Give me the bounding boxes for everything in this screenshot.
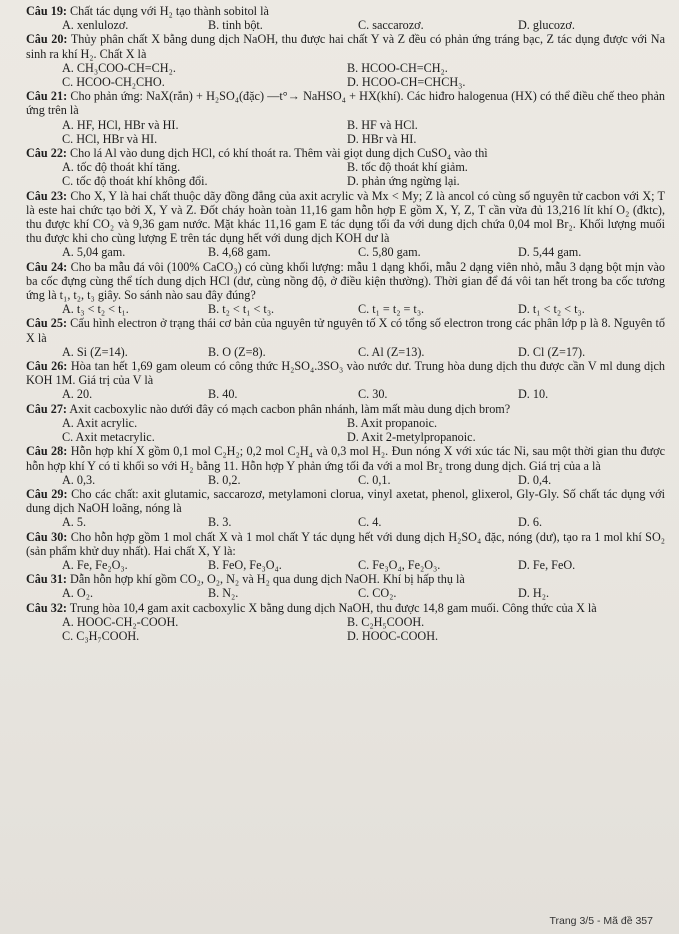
answer-option: B. t₂ < t₁ < t₃. bbox=[208, 302, 275, 317]
answer-option: B. C₂H₅COOH. bbox=[347, 614, 425, 629]
answer-option: C. 0,1. bbox=[358, 472, 391, 487]
answer-option: D. Axit 2-metylpropanoic. bbox=[347, 430, 476, 445]
answer-option: A. Si (Z=14). bbox=[62, 344, 128, 359]
question-stem bbox=[26, 146, 665, 160]
answer-option: D. 5,44 gam. bbox=[518, 245, 582, 260]
question-stem bbox=[26, 487, 665, 515]
question-number: Câu 23: bbox=[26, 188, 68, 203]
question-text: Thủy phân chất X bằng dung dịch NaOH, thu được hai chất Y và Z đều có phản ứng tráng bạc, Z tác dụng được với Na sinh ra khí H₂. Chất X là bbox=[26, 32, 666, 61]
question-text: Cho X, Y là hai chất thuộc dãy đồng đẳng của axit acrylic và Mx < My; Z là ancol có cùng số nguyên tử cacbon với X; T là este hai chức tạo bởi X, Y và Z. Đốt cháy hoàn toàn 11,16 gam hỗn hợp E gồm X, Y, Z, T cần vừa đủ 13,216 lít khí O₂ (đktc), thu được khí CO₂ và 9,36 gam nước. Mặt khác 11,16 gam E tác dụng tối đa với dung dịch chứa 0,04 mol Br₂. Khối lượng muối thu được khi cho cùng lượng E trên tác dụng hết với dung dịch KOH dư là bbox=[26, 188, 665, 246]
question-stem bbox=[26, 32, 665, 60]
question-list bbox=[26, 4, 665, 643]
answer-option: B. tốc độ thoát khí giảm. bbox=[347, 160, 468, 175]
answer-option: C. Axit metacrylic. bbox=[62, 430, 155, 445]
question-stem bbox=[26, 316, 665, 344]
answer-option: C. Al (Z=13). bbox=[358, 344, 425, 359]
answer-option: B. 4,68 gam. bbox=[208, 245, 271, 260]
question-text: Cho ba mẫu đá vôi (100% CaCO₃) có cùng khối lượng: mẫu 1 dạng khối, mẫu 2 dạng viên nhỏ, mẫu 3 dạng bột mịn vào ba cốc đựng cùng thể tích dung dịch HCl (dư, cùng nồng độ, ở điều kiện thường). Thời gian để đá vôi tan hết trong ba cốc tương ứng là t₁, t₂, t₃ giây. So sánh nào sau đây đúng? bbox=[26, 259, 666, 303]
question-number: Câu 25: bbox=[26, 316, 68, 331]
question-stem bbox=[26, 189, 665, 246]
answer-options bbox=[62, 18, 665, 32]
answer-option: A. 20. bbox=[62, 387, 93, 402]
answer-option: D. Fe, FeO. bbox=[518, 557, 576, 572]
answer-option: B. O (Z=8). bbox=[208, 344, 266, 359]
question-number: Câu 30: bbox=[26, 529, 68, 544]
question-stem bbox=[26, 402, 665, 416]
question-text: Hỗn hợp khí X gồm 0,1 mol C₂H₂; 0,2 mol C₂H₄ và 0,3 mol H₂. Đun nóng X với xúc tác Ni, sau một thời gian thu được hỗn hợp khí Y có tỉ khối so với H₂ bằng 11. Hỗn hợp Y phản ứng tối đa với a mol Br₂ trong dung dịch. Giá trị của a là bbox=[26, 444, 666, 473]
answer-options bbox=[62, 558, 665, 572]
answer-options bbox=[62, 61, 665, 89]
answer-options bbox=[62, 387, 665, 401]
question bbox=[26, 260, 665, 317]
question bbox=[26, 530, 665, 573]
answer-option: C. Fe₃O₄, Fe₂O₃. bbox=[358, 557, 441, 572]
answer-option: B. 3. bbox=[208, 515, 232, 530]
answer-options bbox=[62, 615, 665, 643]
answer-options bbox=[62, 118, 665, 146]
answer-option: A. HOOC-CH₂-COOH. bbox=[62, 614, 179, 629]
question-number: Câu 27: bbox=[26, 401, 67, 416]
answer-option: B. HF và HCl. bbox=[347, 117, 418, 132]
answer-option: A. CH₃COO-CH=CH₂. bbox=[62, 60, 176, 75]
answer-option: D. glucozơ. bbox=[518, 18, 575, 33]
answer-options bbox=[62, 586, 665, 600]
answer-option: D. 6. bbox=[518, 515, 543, 530]
answer-options bbox=[62, 473, 665, 487]
answer-option: D. Cl (Z=17). bbox=[518, 344, 586, 359]
answer-option: B. HCOO-CH=CH₂. bbox=[347, 60, 448, 75]
answer-option: D. HCOO-CH=CHCH₃. bbox=[347, 75, 466, 90]
answer-option: C. HCl, HBr và HI. bbox=[62, 131, 158, 146]
answer-option: B. 0,2. bbox=[208, 472, 241, 487]
question-number: Câu 26: bbox=[26, 359, 68, 374]
answer-option: C. 4. bbox=[358, 515, 382, 530]
question-stem bbox=[26, 601, 665, 615]
question bbox=[26, 4, 665, 32]
answer-option: A. t₃ < t₂ < t₁. bbox=[62, 302, 129, 317]
answer-option: C. tốc độ thoát khí không đổi. bbox=[62, 174, 208, 189]
answer-option: D. 10. bbox=[518, 387, 549, 402]
answer-option: A. 5,04 gam. bbox=[62, 245, 126, 260]
question-text: Cho các chất: axit glutamic, saccarozơ, metylamoni clorua, vinyl axetat, phenol, glixerol, Gly-Gly. Số chất tác dụng với dung dịch NaOH loãng, nóng là bbox=[26, 486, 666, 516]
question-number: Câu 24: bbox=[26, 259, 68, 274]
question-number: Câu 22: bbox=[26, 146, 67, 161]
question bbox=[26, 572, 665, 600]
question bbox=[26, 189, 665, 260]
answer-option: A. O₂. bbox=[62, 586, 93, 601]
question-text: Cho hỗn hợp gồm 1 mol chất X và 1 mol chất Y tác dụng hết với dung dịch H₂SO₄ đặc, nóng (dư), tạo ra 1 mol khí SO₂ (sản phẩm khử duy nhất). Hai chất X, Y là: bbox=[26, 529, 665, 558]
question-number: Câu 20: bbox=[26, 32, 68, 47]
page-footer: Trang 3/5 - Mã đề 357 bbox=[549, 914, 653, 927]
question-text: Dẫn hỗn hợp khí gồm CO₂, O₂, N₂ và H₂ qua dung dịch NaOH. Khí bị hấp thụ là bbox=[70, 572, 465, 587]
answer-option: B. tinh bột. bbox=[208, 18, 263, 33]
answer-option: C. 30. bbox=[358, 387, 388, 402]
answer-option: D. HOOC-COOH. bbox=[347, 628, 439, 643]
question-number: Câu 29: bbox=[26, 486, 68, 501]
question-stem bbox=[26, 260, 665, 303]
question-stem bbox=[26, 444, 665, 472]
answer-option: B. 40. bbox=[208, 387, 238, 402]
answer-option: C. t₁ = t₂ = t₃. bbox=[358, 302, 425, 317]
question-text: Hòa tan hết 1,69 gam oleum có công thức H₂SO₄.3SO₃ vào nước dư. Trung hòa dung dịch thu được cần V ml dung dịch KOH 1M. Giá trị của V là bbox=[26, 359, 666, 388]
answer-option: C. HCOO-CH₂CHO. bbox=[62, 75, 165, 90]
question-number: Câu 32: bbox=[26, 600, 67, 615]
answer-option: C. C₃H₇COOH. bbox=[62, 628, 140, 643]
question-stem bbox=[26, 572, 665, 586]
question-number: Câu 28: bbox=[26, 444, 68, 459]
question-number: Câu 21: bbox=[26, 89, 68, 104]
answer-option: A. tốc độ thoát khí tăng. bbox=[62, 160, 181, 175]
answer-options bbox=[62, 160, 665, 188]
answer-option: C. 5,80 gam. bbox=[358, 245, 421, 260]
question bbox=[26, 89, 665, 146]
question bbox=[26, 316, 665, 359]
answer-options bbox=[62, 302, 665, 316]
answer-option: A. Axit acrylic. bbox=[62, 415, 138, 430]
answer-option: A. xenlulozơ. bbox=[62, 18, 129, 33]
answer-option: A. 0,3. bbox=[62, 472, 96, 487]
answer-options bbox=[62, 245, 665, 259]
question bbox=[26, 601, 665, 644]
question-number: Câu 19: bbox=[26, 4, 67, 18]
question bbox=[26, 359, 665, 402]
answer-option: B. Axit propanoic. bbox=[347, 415, 438, 430]
answer-option: B. FeO, Fe₃O₄. bbox=[208, 557, 282, 572]
question-text: Trung hòa 10,4 gam axit cacboxylic X bằng dung dịch NaOH, thu được 14,8 gam muối. Công thức của X là bbox=[69, 600, 597, 615]
question-text: Chất tác dụng với H₂ tạo thành sobitol là bbox=[70, 4, 269, 18]
answer-option: D. 0,4. bbox=[518, 472, 552, 487]
question-stem bbox=[26, 359, 665, 387]
question-stem bbox=[26, 4, 665, 18]
answer-option: D. t₁ < t₂ < t₃. bbox=[518, 302, 585, 317]
question-text: Cho lá Al vào dung dịch HCl, có khí thoát ra. Thêm vài giọt dung dịch CuSO₄ vào thì bbox=[70, 146, 488, 161]
question bbox=[26, 444, 665, 487]
answer-option: A. 5. bbox=[62, 515, 87, 530]
answer-option: B. N₂. bbox=[208, 586, 239, 601]
answer-options bbox=[62, 515, 665, 529]
answer-option: C. CO₂. bbox=[358, 586, 397, 601]
answer-options bbox=[62, 345, 665, 359]
question-number: Câu 31: bbox=[26, 572, 67, 587]
answer-option: D. HBr và HI. bbox=[347, 131, 417, 146]
answer-option: D. phản ứng ngừng lại. bbox=[347, 174, 460, 189]
question bbox=[26, 32, 665, 89]
answer-option: C. saccarozơ. bbox=[358, 18, 424, 33]
answer-option: A. Fe, Fe₂O₃. bbox=[62, 557, 128, 572]
question bbox=[26, 146, 665, 189]
question-text: Cấu hình electron ở trạng thái cơ bản của nguyên tử nguyên tố X có tổng số electron trong các phân lớp p là 8. Nguyên tố X là bbox=[26, 316, 665, 345]
question-text: Axit cacboxylic nào dưới đây có mạch cacbon phân nhánh, làm mất màu dung dịch brom? bbox=[69, 401, 511, 416]
answer-options bbox=[62, 416, 665, 444]
answer-option: A. HF, HCl, HBr và HI. bbox=[62, 117, 179, 132]
answer-option: D. H₂. bbox=[518, 586, 549, 601]
question bbox=[26, 402, 665, 445]
question-stem bbox=[26, 89, 665, 117]
question bbox=[26, 487, 665, 530]
question-stem bbox=[26, 530, 665, 558]
question-text: Cho phản ứng: NaX(rắn) + H₂SO₄(đặc) —t°→ NaHSO₄ + HX(khí). Các hiđro halogenua (HX) có thể điều chế theo phản ứng trên là bbox=[26, 89, 666, 118]
